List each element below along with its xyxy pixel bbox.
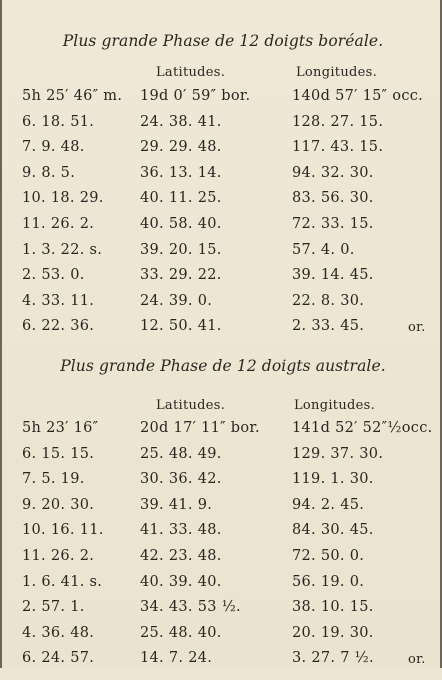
latitude-cell: 40. 11. 25.: [140, 190, 222, 207]
latitude-cell: 19d 0′ 59″ bor.: [140, 88, 251, 104]
latitude-cell: 39. 20. 15.: [140, 241, 222, 258]
latitude-cell: 40. 39. 40.: [140, 573, 222, 590]
longitude-cell: 56. 19. 0.: [292, 573, 365, 590]
latitude-cell: 33. 29. 22.: [140, 267, 222, 284]
latitude-cell: 41. 33. 48.: [140, 522, 222, 539]
latitude-cell: 36. 13. 14.: [140, 164, 222, 181]
time-cell: 6. 24. 57.: [22, 650, 95, 667]
longitude-cell: 94. 2. 45.: [292, 496, 365, 513]
time-cell: 4. 33. 11.: [22, 292, 95, 309]
section-title-boreale: Plus grande Phase de 12 doigts boréale.: [62, 32, 384, 50]
section-title-australe: Plus grande Phase de 12 doigts australe.: [60, 357, 386, 375]
latitude-cell: 12. 50. 41.: [140, 318, 222, 335]
longitude-cell: 83. 56. 30.: [292, 190, 374, 207]
longitudes-header: Longitudes.: [296, 65, 378, 80]
latitude-cell: 25. 48. 40.: [140, 624, 222, 641]
time-cell: 2. 57. 1.: [22, 599, 85, 616]
time-cell: 9. 20. 30.: [22, 496, 95, 513]
latitude-cell: 24. 38. 41.: [140, 113, 222, 130]
latitude-cell: 24. 39. 0.: [140, 292, 213, 309]
latitude-cell: 34. 43. 53 ½.: [140, 599, 241, 616]
table-row: [2, 650, 442, 680]
time-cell: 6. 22. 36.: [22, 318, 95, 335]
time-cell: 4. 36. 48.: [22, 624, 95, 641]
latitude-cell: 40. 58. 40.: [140, 216, 222, 232]
latitudes-header: Latitudes.: [156, 398, 226, 413]
latitude-cell: 25. 48. 49.: [140, 445, 222, 462]
longitude-cell: 140d 57′ 15″ occ.: [292, 88, 424, 104]
time-cell: 7. 9. 48.: [22, 139, 85, 156]
longitude-cell: 22. 8. 30.: [292, 292, 365, 309]
longitude-cell: 57. 4. 0.: [292, 241, 355, 258]
longitude-cell: 20. 19. 30.: [292, 624, 374, 641]
longitude-cell: 117. 43. 15.: [292, 139, 384, 156]
longitude-cell: 141d 52′ 52″½occ.: [292, 420, 433, 436]
longitude-cell: 128. 27. 15.: [292, 113, 384, 130]
direction-cell: or.: [408, 320, 426, 336]
longitude-cell: 72. 50. 0.: [292, 548, 365, 564]
latitude-cell: 39. 41. 9.: [140, 496, 213, 513]
time-cell: 7. 5. 19.: [22, 471, 85, 488]
longitude-cell: 2. 33. 45.: [292, 318, 365, 335]
longitude-cell: 3. 27. 7 ½.: [292, 650, 374, 667]
latitude-cell: 42. 23. 48.: [140, 548, 222, 564]
longitudes-header: Longitudes.: [294, 398, 376, 413]
latitude-cell: 30. 36. 42.: [140, 471, 222, 488]
latitudes-header: Latitudes.: [156, 65, 226, 80]
time-cell: 5h 23′ 16″: [22, 420, 99, 436]
direction-cell: or.: [408, 652, 426, 668]
longitude-cell: 94. 32. 30.: [292, 164, 374, 181]
time-cell: 9. 8. 5.: [22, 164, 76, 181]
time-cell: 6. 15. 15.: [22, 445, 95, 462]
longitude-cell: 72. 33. 15.: [292, 216, 374, 232]
time-cell: 1. 6. 41. s.: [22, 573, 103, 590]
latitude-cell: 14. 7. 24.: [140, 650, 213, 667]
time-cell: 10. 16. 11.: [22, 522, 104, 539]
table-row: [2, 318, 442, 348]
time-cell: 2. 53. 0.: [22, 267, 85, 284]
latitude-cell: 20d 17′ 11″ bor.: [140, 420, 260, 436]
time-cell: 11. 26. 2.: [22, 548, 95, 564]
longitude-cell: 84. 30. 45.: [292, 522, 374, 539]
time-cell: 5h 25′ 46″ m.: [22, 88, 123, 104]
longitude-cell: 39. 14. 45.: [292, 267, 374, 284]
longitude-cell: 119. 1. 30.: [292, 471, 374, 488]
longitude-cell: 129. 37. 30.: [292, 445, 384, 462]
longitude-cell: 38. 10. 15.: [292, 599, 374, 616]
time-cell: 1. 3. 22. s.: [22, 241, 103, 258]
time-cell: 11. 26. 2.: [22, 216, 95, 232]
time-cell: 10. 18. 29.: [22, 190, 104, 207]
latitude-cell: 29. 29. 48.: [140, 139, 222, 156]
time-cell: 6. 18. 51.: [22, 113, 95, 130]
